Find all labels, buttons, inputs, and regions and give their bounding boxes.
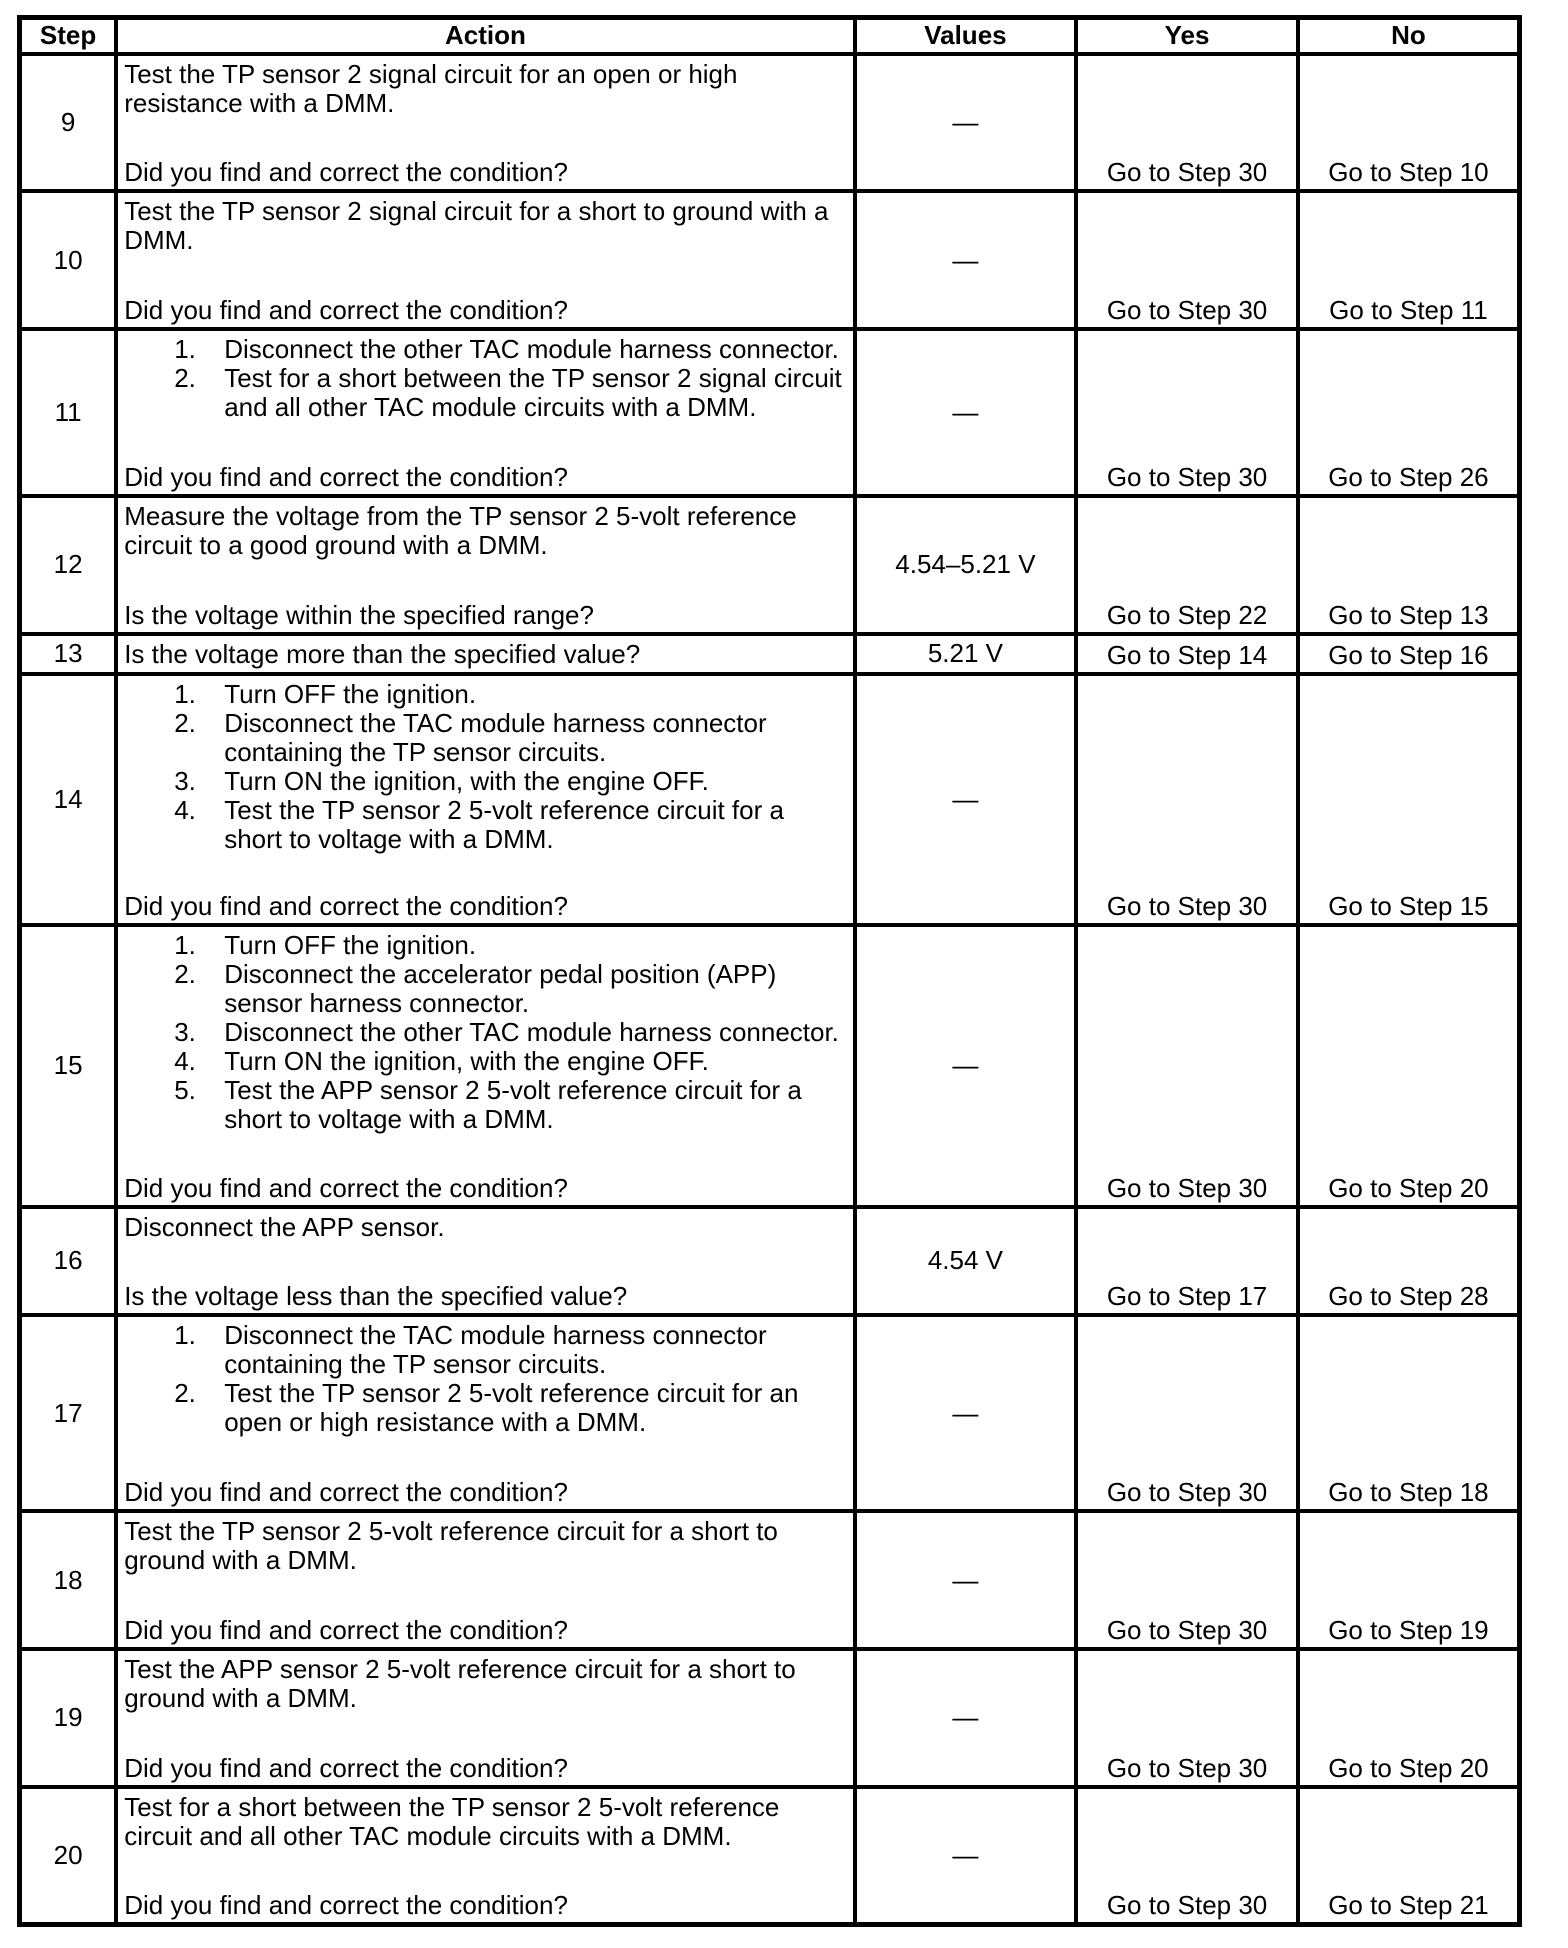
table-row bbox=[20, 329, 1520, 496]
header-step: Step bbox=[20, 18, 117, 54]
list-item-number: 3. bbox=[174, 1017, 196, 1048]
action-question: Did you find and correct the condition? bbox=[124, 1752, 568, 1783]
action-question: Did you find and correct the condition? bbox=[124, 294, 568, 325]
action-cell bbox=[116, 1511, 854, 1649]
list-item-text: Turn ON the ignition, with the engine OFF. bbox=[224, 1046, 709, 1077]
value-cell: — bbox=[855, 1649, 1077, 1787]
list-item-number: 2. bbox=[174, 959, 196, 990]
list-item-number: 4. bbox=[174, 794, 196, 825]
table-row bbox=[20, 674, 1520, 925]
list-item-number: 1. bbox=[174, 333, 196, 364]
action-cell bbox=[116, 1207, 854, 1316]
list-item-text: Turn ON the ignition, with the engine OFF. bbox=[224, 765, 709, 796]
list-item-text: Test for a short between the TP sensor 2 signal circuit and all other TAC module circuits with a DMM. bbox=[224, 362, 842, 422]
yes-cell: Go to Step 30 bbox=[1076, 1315, 1298, 1511]
value-cell: 4.54–5.21 V bbox=[855, 496, 1077, 634]
list-item-number: 3. bbox=[174, 765, 196, 796]
no-cell: Go to Step 16 bbox=[1298, 634, 1520, 674]
list-item-text: Disconnect the TAC module harness connector containing the TP sensor circuits. bbox=[224, 1320, 767, 1380]
header-action: Action bbox=[116, 18, 854, 54]
action-question: Did you find and correct the condition? bbox=[124, 1890, 568, 1920]
table-row bbox=[20, 54, 1520, 192]
no-cell: Go to Step 11 bbox=[1298, 191, 1520, 329]
yes-cell: Go to Step 17 bbox=[1076, 1207, 1298, 1316]
diagnostic-table bbox=[17, 15, 1522, 1927]
list-item-text: Disconnect the TAC module harness connector containing the TP sensor circuits. bbox=[224, 707, 767, 767]
step-number: 10 bbox=[20, 191, 117, 329]
action-question: Did you find and correct the condition? bbox=[124, 157, 568, 188]
no-cell: Go to Step 26 bbox=[1298, 329, 1520, 496]
list-item bbox=[174, 796, 844, 854]
no-cell: Go to Step 19 bbox=[1298, 1511, 1520, 1649]
step-number: 18 bbox=[20, 1511, 117, 1649]
table-row bbox=[20, 925, 1520, 1207]
yes-cell: Go to Step 30 bbox=[1076, 925, 1298, 1207]
step-number: 16 bbox=[20, 1207, 117, 1316]
step-number: 19 bbox=[20, 1649, 117, 1787]
list-item bbox=[174, 709, 844, 767]
action-cell bbox=[116, 634, 854, 674]
no-cell: Go to Step 10 bbox=[1298, 54, 1520, 192]
action-cell bbox=[116, 1649, 854, 1787]
value-cell: — bbox=[855, 329, 1077, 496]
step-number: 11 bbox=[20, 329, 117, 496]
action-cell bbox=[116, 1787, 854, 1925]
value-cell: — bbox=[855, 1787, 1077, 1925]
action-steps-list bbox=[124, 335, 844, 422]
no-cell: Go to Step 21 bbox=[1298, 1787, 1520, 1925]
action-text: Test the APP sensor 2 5-volt reference circuit for a short to ground with a DMM. bbox=[124, 1653, 796, 1713]
step-number: 13 bbox=[20, 634, 117, 674]
list-item-text: Disconnect the other TAC module harness connector. bbox=[224, 333, 839, 364]
no-cell: Go to Step 13 bbox=[1298, 496, 1520, 634]
action-cell bbox=[116, 496, 854, 634]
action-question: Did you find and correct the condition? bbox=[124, 1614, 568, 1645]
header-yes: Yes bbox=[1076, 18, 1298, 54]
list-item bbox=[174, 335, 844, 364]
table-row bbox=[20, 191, 1520, 329]
step-number: 17 bbox=[20, 1315, 117, 1511]
value-cell: 4.54 V bbox=[855, 1207, 1077, 1316]
value-cell: — bbox=[855, 191, 1077, 329]
yes-cell: Go to Step 30 bbox=[1076, 674, 1298, 925]
table-row bbox=[20, 1315, 1520, 1511]
no-cell: Go to Step 28 bbox=[1298, 1207, 1520, 1316]
list-item-number: 4. bbox=[174, 1046, 196, 1077]
list-item bbox=[174, 364, 844, 422]
table-row bbox=[20, 496, 1520, 634]
step-number: 14 bbox=[20, 674, 117, 925]
value-cell: 5.21 V bbox=[855, 634, 1077, 674]
action-question: Is the voltage less than the specified value? bbox=[124, 1281, 628, 1312]
action-cell bbox=[116, 329, 854, 496]
list-item bbox=[174, 931, 844, 960]
list-item bbox=[174, 1047, 844, 1076]
action-cell bbox=[116, 925, 854, 1207]
value-cell: — bbox=[855, 674, 1077, 925]
yes-cell: Go to Step 14 bbox=[1076, 634, 1298, 674]
list-item bbox=[174, 1321, 844, 1379]
action-text: Test the TP sensor 2 5-volt reference circuit for a short to ground with a DMM. bbox=[124, 1516, 778, 1576]
value-cell: — bbox=[855, 1511, 1077, 1649]
list-item-text: Test the APP sensor 2 5-volt reference circuit for a short to voltage with a DMM. bbox=[224, 1075, 802, 1135]
table-row bbox=[20, 634, 1520, 674]
table-row bbox=[20, 1511, 1520, 1649]
yes-cell: Go to Step 30 bbox=[1076, 191, 1298, 329]
yes-cell: Go to Step 30 bbox=[1076, 1649, 1298, 1787]
action-cell bbox=[116, 674, 854, 925]
yes-cell: Go to Step 30 bbox=[1076, 54, 1298, 192]
step-number: 9 bbox=[20, 54, 117, 192]
list-item-text: Disconnect the accelerator pedal position (APP) sensor harness connector. bbox=[224, 959, 777, 1019]
action-text: Measure the voltage from the TP sensor 2 5-volt reference circuit to a good ground with a DMM. bbox=[124, 500, 797, 560]
header-no: No bbox=[1298, 18, 1520, 54]
action-steps-list bbox=[124, 680, 844, 854]
list-item bbox=[174, 767, 844, 796]
action-steps-list bbox=[124, 1321, 844, 1437]
action-question: Did you find and correct the condition? bbox=[124, 1172, 568, 1203]
action-cell bbox=[116, 1315, 854, 1511]
action-steps-list bbox=[124, 931, 844, 1134]
list-item bbox=[174, 1379, 844, 1437]
list-item bbox=[174, 1076, 844, 1134]
action-question: Did you find and correct the condition? bbox=[124, 1477, 568, 1508]
list-item-number: 1. bbox=[174, 930, 196, 961]
list-item-text: Test the TP sensor 2 5-volt reference circuit for an open or high resistance with a DMM. bbox=[224, 1378, 799, 1438]
step-number: 20 bbox=[20, 1787, 117, 1925]
list-item bbox=[174, 960, 844, 1018]
action-question: Is the voltage within the specified range? bbox=[124, 599, 594, 630]
header-values: Values bbox=[855, 18, 1077, 54]
table-row bbox=[20, 1787, 1520, 1925]
step-number: 15 bbox=[20, 925, 117, 1207]
yes-cell: Go to Step 22 bbox=[1076, 496, 1298, 634]
no-cell: Go to Step 18 bbox=[1298, 1315, 1520, 1511]
step-number: 12 bbox=[20, 496, 117, 634]
list-item-text: Turn OFF the ignition. bbox=[224, 678, 477, 709]
list-item-number: 2. bbox=[174, 707, 196, 738]
yes-cell: Go to Step 30 bbox=[1076, 1511, 1298, 1649]
action-question: Did you find and correct the condition? bbox=[124, 461, 568, 492]
value-cell: — bbox=[855, 54, 1077, 192]
no-cell: Go to Step 20 bbox=[1298, 925, 1520, 1207]
list-item bbox=[174, 680, 844, 709]
list-item bbox=[174, 1018, 844, 1047]
value-cell: — bbox=[855, 1315, 1077, 1511]
action-text: Is the voltage more than the specified value? bbox=[124, 638, 641, 669]
action-cell bbox=[116, 191, 854, 329]
action-cell bbox=[116, 54, 854, 192]
list-item-number: 1. bbox=[174, 1320, 196, 1351]
list-item-text: Test the TP sensor 2 5-volt reference circuit for a short to voltage with a DMM. bbox=[224, 794, 784, 854]
list-item-number: 1. bbox=[174, 678, 196, 709]
action-text: Test the TP sensor 2 signal circuit for a short to ground with a DMM. bbox=[124, 196, 829, 256]
action-text: Disconnect the APP sensor. bbox=[124, 1211, 445, 1242]
list-item-number: 2. bbox=[174, 362, 196, 393]
list-item-number: 2. bbox=[174, 1378, 196, 1409]
table-body bbox=[20, 54, 1520, 1925]
no-cell: Go to Step 15 bbox=[1298, 674, 1520, 925]
yes-cell: Go to Step 30 bbox=[1076, 1787, 1298, 1925]
no-cell: Go to Step 20 bbox=[1298, 1649, 1520, 1787]
table-row bbox=[20, 1649, 1520, 1787]
header-row bbox=[20, 18, 1520, 54]
action-text: Test the TP sensor 2 signal circuit for an open or high resistance with a DMM. bbox=[124, 58, 738, 118]
action-text: Test for a short between the TP sensor 2 5-volt reference circuit and all other TAC module circuits with a DMM. bbox=[124, 1791, 780, 1851]
action-question: Did you find and correct the condition? bbox=[124, 891, 568, 922]
value-cell: — bbox=[855, 925, 1077, 1207]
yes-cell: Go to Step 30 bbox=[1076, 329, 1298, 496]
list-item-text: Turn OFF the ignition. bbox=[224, 930, 477, 961]
table-row bbox=[20, 1207, 1520, 1316]
list-item-text: Disconnect the other TAC module harness connector. bbox=[224, 1017, 839, 1048]
list-item-number: 5. bbox=[174, 1075, 196, 1106]
